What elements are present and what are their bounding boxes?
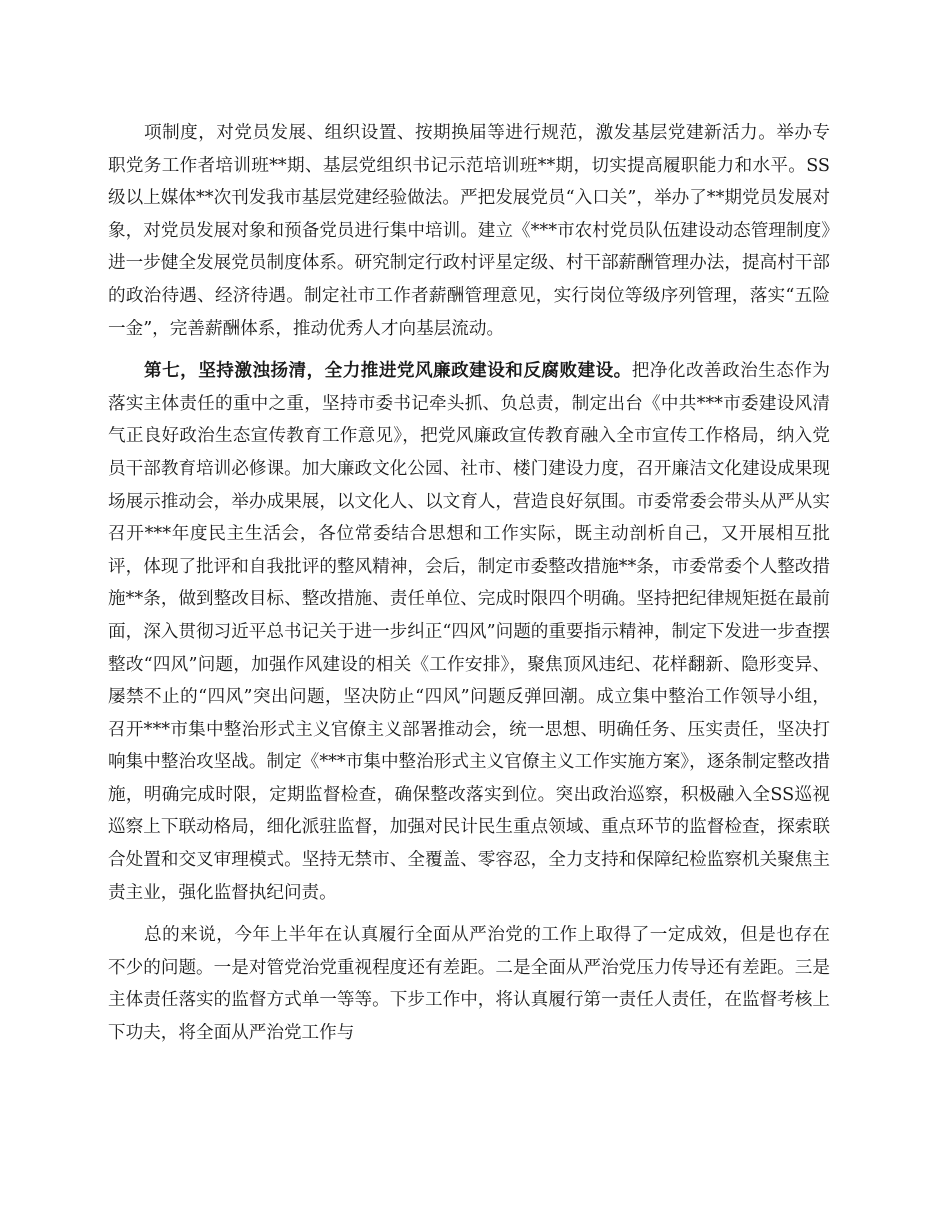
paragraph-text: 总的来说，今年上半年在认真履行全面从严治党的工作上取得了一定成效，但是也存在不少的问题。一是对管党治党重视程度还有差距。二是全面从严治党压力传导还有差距。三是主体责任落实的监督方式单一等等。下步工作中，将认真履行第一责任人责任，在监督考核上下功夫，将全面从严治党工作与 xyxy=(108,925,830,1044)
paragraph-lead: 第七，坚持激浊扬清，全力推进党风廉政建设和反腐败建设。 xyxy=(144,360,632,382)
paragraph-text: 把净化改善政治生态作为落实主体责任的重中之重，坚持市委书记牵头抓、负总责，制定出台《中共***市委建设风清气正良好政治生态宣传教育工作意见》，把党风廉政宣传教育融入全市宣传工作格局，纳入党员干部教育培训必修课。加大廉政文化公园、社市、楼门建设力度，召开廉洁文化建设成果现场展示推动会，举办成果展，以文化人、以文育人，营造良好氛围。市委常委会带头从严从实召开***年度民主生活会，各位常委结合思想和工作实际，既主动剖析自己，又开展相互批评，体现了批评和自我批评的整风精神，会后，制定市委整改措施**条，市委常委个人整改措施**条，做到整改目标、整改措施、责任单位、完成时限四个明确。坚持把纪律规矩挺在最前面，深入贯彻习近平总书记关于进一步纠正“四风”问题的重要指示精神，制定下发进一步查摆整改“四风”问题，加强作风建设的相关《工作安排》，聚焦顶风违纪、花样翻新、隐形变异、屡禁不止的“四风”突出问题，坚决防止“四风”问题反弹回潮。成立集中整治工作领导小组，召开***市集中整治形式主义官僚主义部署推动会，统一思想、明确任务、压实责任，坚决打响集中整治攻坚战。制定《***市集中整治形式主义官僚主义工作实施方案》，逐条制定整改措施，明确完成时限，定期监督检查，确保整改落实到位。突出政治巡察，积极融入全SS巡视巡察上下联动格局，细化派驻监督，加强对民计民生重点领域、重点环节的监督检查，探索联合处置和交叉审理模式。坚持无禁市、全覆盖、零容忍，全力支持和保障纪检监察机关聚焦主责主业，强化监督执纪问责。 xyxy=(108,361,830,903)
paragraph-text: 项制度，对党员发展、组织设置、按期换届等进行规范，激发基层党建新活力。举办专职党务工作者培训班**期、基层党组织书记示范培训班**期，切实提高履职能力和水平。SS级以上媒体**次刊发我市基层党建经验做法。严把发展党员“入口关”，举办了**期党员发展对象，对党员发展对象和预备党员进行集中培训。建立《***市农村党员队伍建设动态管理制度》进一步健全发展党员制度体系。研究制定行政村评星定级、村干部薪酬管理办法，提高村干部的政治待遇、经济待遇。制定社市工作者薪酬管理意见，实行岗位等级序列管理，落实“五险一金”，完善薪酬体系，推动优秀人才向基层流动。 xyxy=(108,123,830,339)
paragraph-summary xyxy=(108,919,830,1049)
document-body xyxy=(108,117,830,1050)
paragraph-party-building xyxy=(108,117,830,345)
paragraph-clean-governance xyxy=(108,355,830,909)
